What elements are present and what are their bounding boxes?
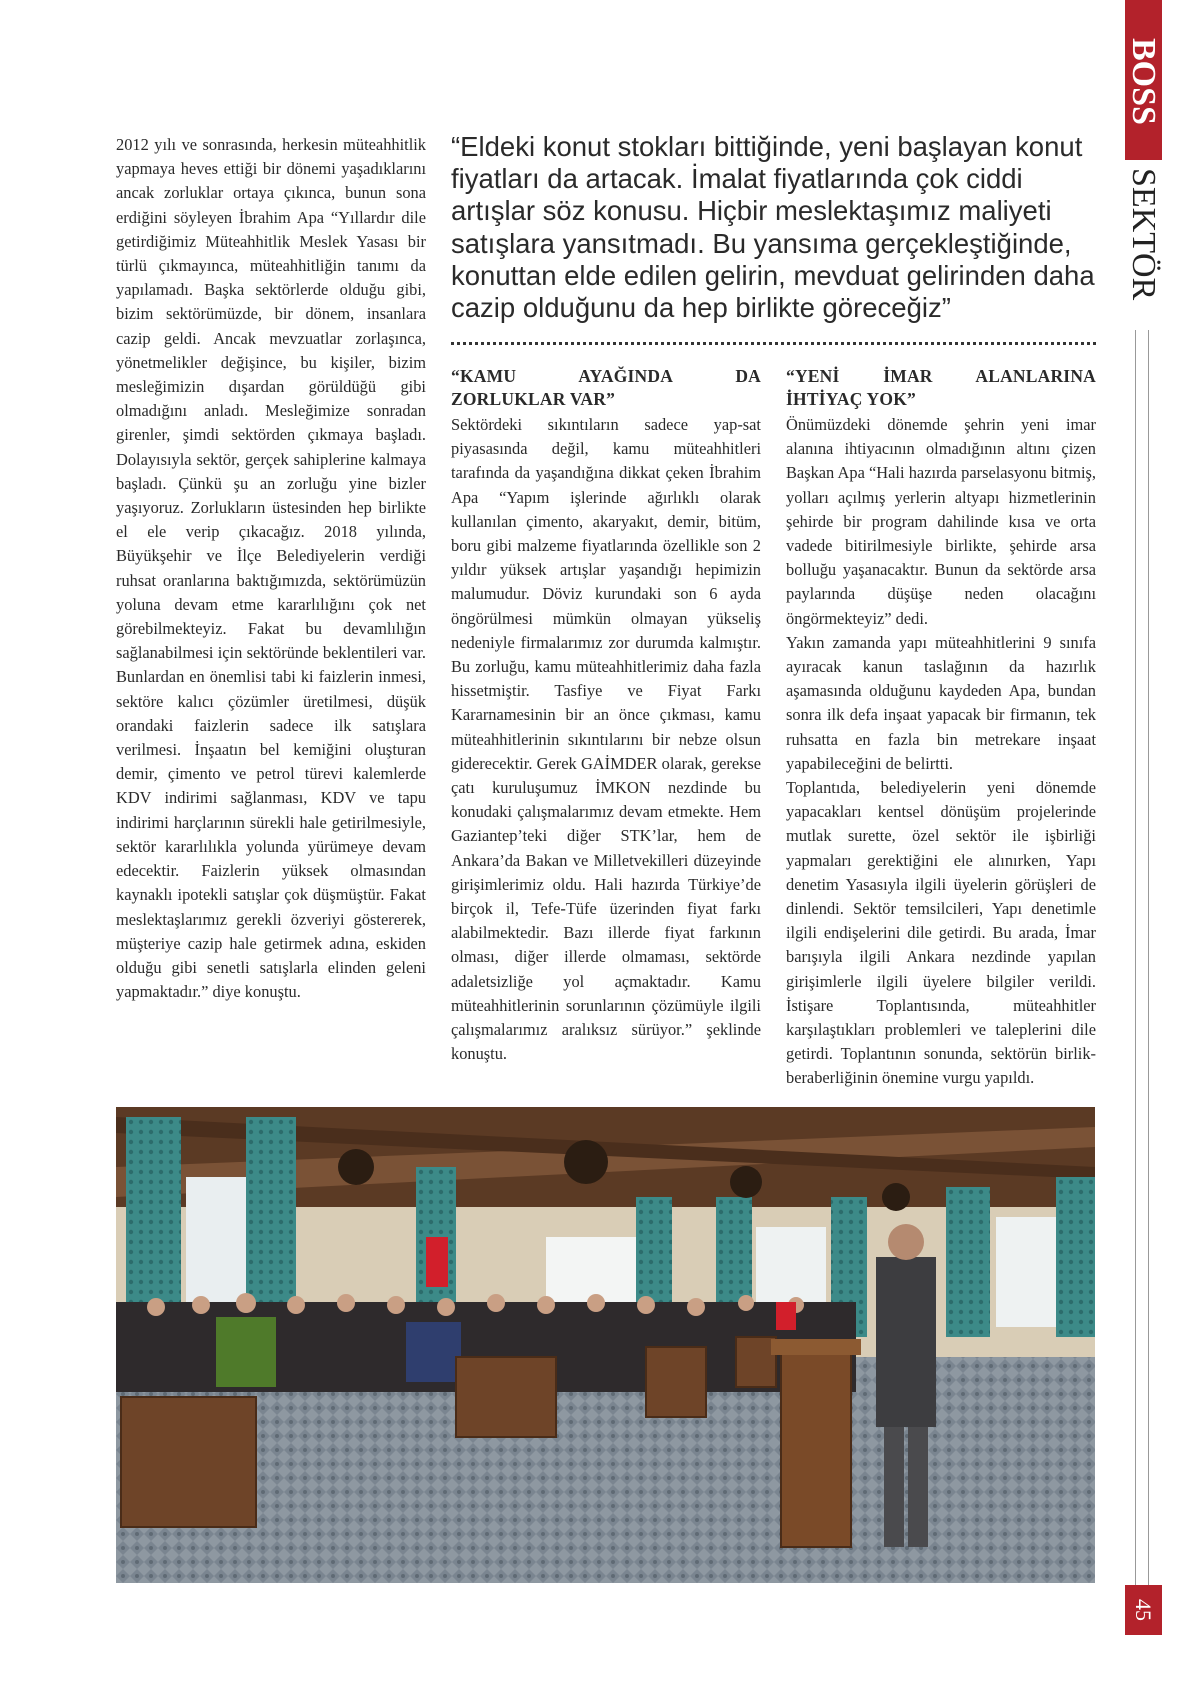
- pull-quote: “Eldeki konut stokları bittiğinde, yeni başlayan konut fiyatları da artacak. İmalat fiyatlarında çok ciddi artışlar söz konusu. Hiçbir meslektaşımız maliyeti satışlara yansıtmadı. Bu yansıma gerçekleştiğinde, konuttan elde edilen gelirin, mevduat gelirinden daha cazip olduğunu da hep birlikte göreceğiz”: [451, 131, 1095, 324]
- left-column: [116, 133, 426, 1004]
- middle-column: [451, 413, 761, 1066]
- right-paragraph-1: Önümüzdeki dönemde şehrin yeni imar alanına ihtiyacının olmadığının altını çizen Başkan Apa “Hali hazırda parselasyonu bitmiş, yolları açılmış yerlerin altyapı hizmetlerinin şehirde bir program dahilinde kısa ve orta vadede bitirilmesiyle birlikte, şehirde arsa bolluğu yaşanacaktır. Bunun da sektörde arsa paylarında düşüşe neden olacağını öngörmekteyiz” dedi.: [786, 415, 1096, 628]
- page-number: 45: [1125, 1585, 1162, 1635]
- magazine-brand: BOSS: [1125, 38, 1162, 125]
- right-paragraph-2: Yakın zamanda yapı müteahhitlerini 9 sınıfa ayıracak kanun taslağının da hazırlık aşamasında olduğunu kaydeden Apa, bundan sonra ilk defa inşaat yapacak bir firmanın, tek ruhsatta en fazla bin metrekare inşaat yapabileceğini de belirtti.: [786, 632, 1096, 773]
- right-column: [786, 413, 1096, 1091]
- right-paragraph-3: Toplantıda, belediyelerin yeni dönemde yapacakları kentsel dönüşüm projelerinde mutlak surette, özel sektör ile işbirliği yapmaları gerektiğini ele alınırken, Yapı denetim Yasasıyla ilgili üyelerin görüşleri de dinlendi. Sektör temsilcileri, Yapı denetimle ilgili endişelerini dile getirdi. Bu arada, İmar barışıyla ilgili Ankara nezdinde yapılan girişimlerle ilgili üyelere bilgiler verildi. İstişare Toplantısında, müteahhitler karşılaştıkları problemleri ve taleplerini dile getirdi. Toplantının sonunda, sektörün birlik- beraberliğinin önemine vurgu yapıldı.: [786, 778, 1096, 1088]
- meeting-photo: [116, 1107, 1095, 1583]
- middle-heading: “KAMU AYAĞINDA DA ZORLUKLAR VAR”: [451, 366, 761, 409]
- dotted-divider: [451, 342, 1096, 345]
- section-tab: [1125, 0, 1162, 320]
- right-heading: “YENİ İMAR ALANLARINA İHTİYAÇ YOK”: [786, 366, 1096, 409]
- sidebar-rule: [1135, 330, 1149, 1585]
- left-paragraph: 2012 yılı ve sonrasında, herkesin müteahhitlik yapmaya heves ettiği bir dönemi yaşadıklarını ancak zorluklar ortaya çıkınca, bunun sona erdiğini söyleyen İbrahim Apa “Yıllardır dile getirdiğimiz Müteahhitlik Meslek Yasası bir türlü çıkmayınca, müteahhitliğin tanımı da yapılamadı. Başka sektörlerde olduğu gibi, bizim sektörümüzde, bir dönem, insanlara cazip geldi. Ancak mevzuatlar zorlaşınca, yönetmelikler değişince, bu kişiler, bizim mesleğimizin dışardan görüldüğü gibi olmadığını anladı. Mesleğimize sonradan girenler, şimdi sektörden çıkmaya başladı. Dolayısıyla sektör, gerçek sahiplerine kalmaya başladı. Çünkü şu an zorluğu yine bizler yaşıyoruz. Zorlukların üstesinden hep birlikte el ele verip çıkacağız. 2018 yılında, Büyükşehir ve İlçe Belediyelerin verdiği ruhsat oranlarına baktığımızda, sektörümüzün yoluna devam etme kararlılığını çok net görebilmekteyiz. Fakat bu devamlılığın sağlanabilmesi için sektöründe beklentileri var. Bunlardan en önemlisi tabi ki faizlerin inmesi, sektöre kalıcı çözümler üretilmesi, düşük orandaki faizlerin sadece ilk satışlara verilmesi. İnşaatın bel kemiğini oluşturan demir, çimento ve petrol türevi kalemlerde KDV indirimi sağlanması, KDV ve tapu indirimi harçlarının sürekli hale getirilmesiyle, sektör kararlılıkla yolunda yürümeye devam edecektir. Faizlerin yüksek olmasından kaynaklı ipotekli satışlar çok düşmüştür. Fakat meslektaşlarımız gerekli özveriyi göstererek, müşteriye cazip hale getirmek adına, eskiden olduğu gibi senetli satışlarla elinden geleni yapmaktadır.” diye konuştu.: [116, 135, 426, 1002]
- middle-paragraph: Sektördeki sıkıntıların sadece yap-sat piyasasında değil, kamu müteahhitleri tarafında da yaşandığına dikkat çeken İbrahim Apa “Yapım işlerinde ağırlıklı olarak kullanılan çimento, akaryakıt, demir, bitüm, boru gibi malzeme fiyatlarında özellikle son 2 yıldır yüksek artışlar yaşandığı hepimizin malumudur. Döviz kurundaki son 6 ayda öngörülmesi mümkün olmayan yükseliş nedeniyle firmalarımız zor durumda kalmıştır. Bu zorluğu, kamu müteahhitlerimiz daha fazla hissetmiştir. Tasfiye ve Fiyat Farkı Kararnamesinin bir an önce çıkması, kamu müteahhitlerinin sıkıntılarını bir nebze olsun giderecektir. Gerek GAİMDER olarak, gerekse çatı kuruluşumuz İMKON nezdinde bu konudaki çalışmalarımız devam etmekte. Hem Gaziantep’teki diğer STK’lar, hem de Ankara’da Bakan ve Milletvekilleri düzeyinde girişimlerimiz oldu. Hali hazırda Türkiye’de birçok il, Tefe-Tüfe üzerinden fiyat farkı alabilmektedir. Bazı illerde fiyat farkının olması, diğer illerde olmaması, sektörde adaletsizliğe yol açmaktadır. Kamu müteahhitlerinin sorunlarının çözümüyle ilgili çalışmalarımız aralıksız sürüyor.” şeklinde konuştu.: [451, 415, 761, 1064]
- section-name: SEKTÖR: [1125, 168, 1162, 301]
